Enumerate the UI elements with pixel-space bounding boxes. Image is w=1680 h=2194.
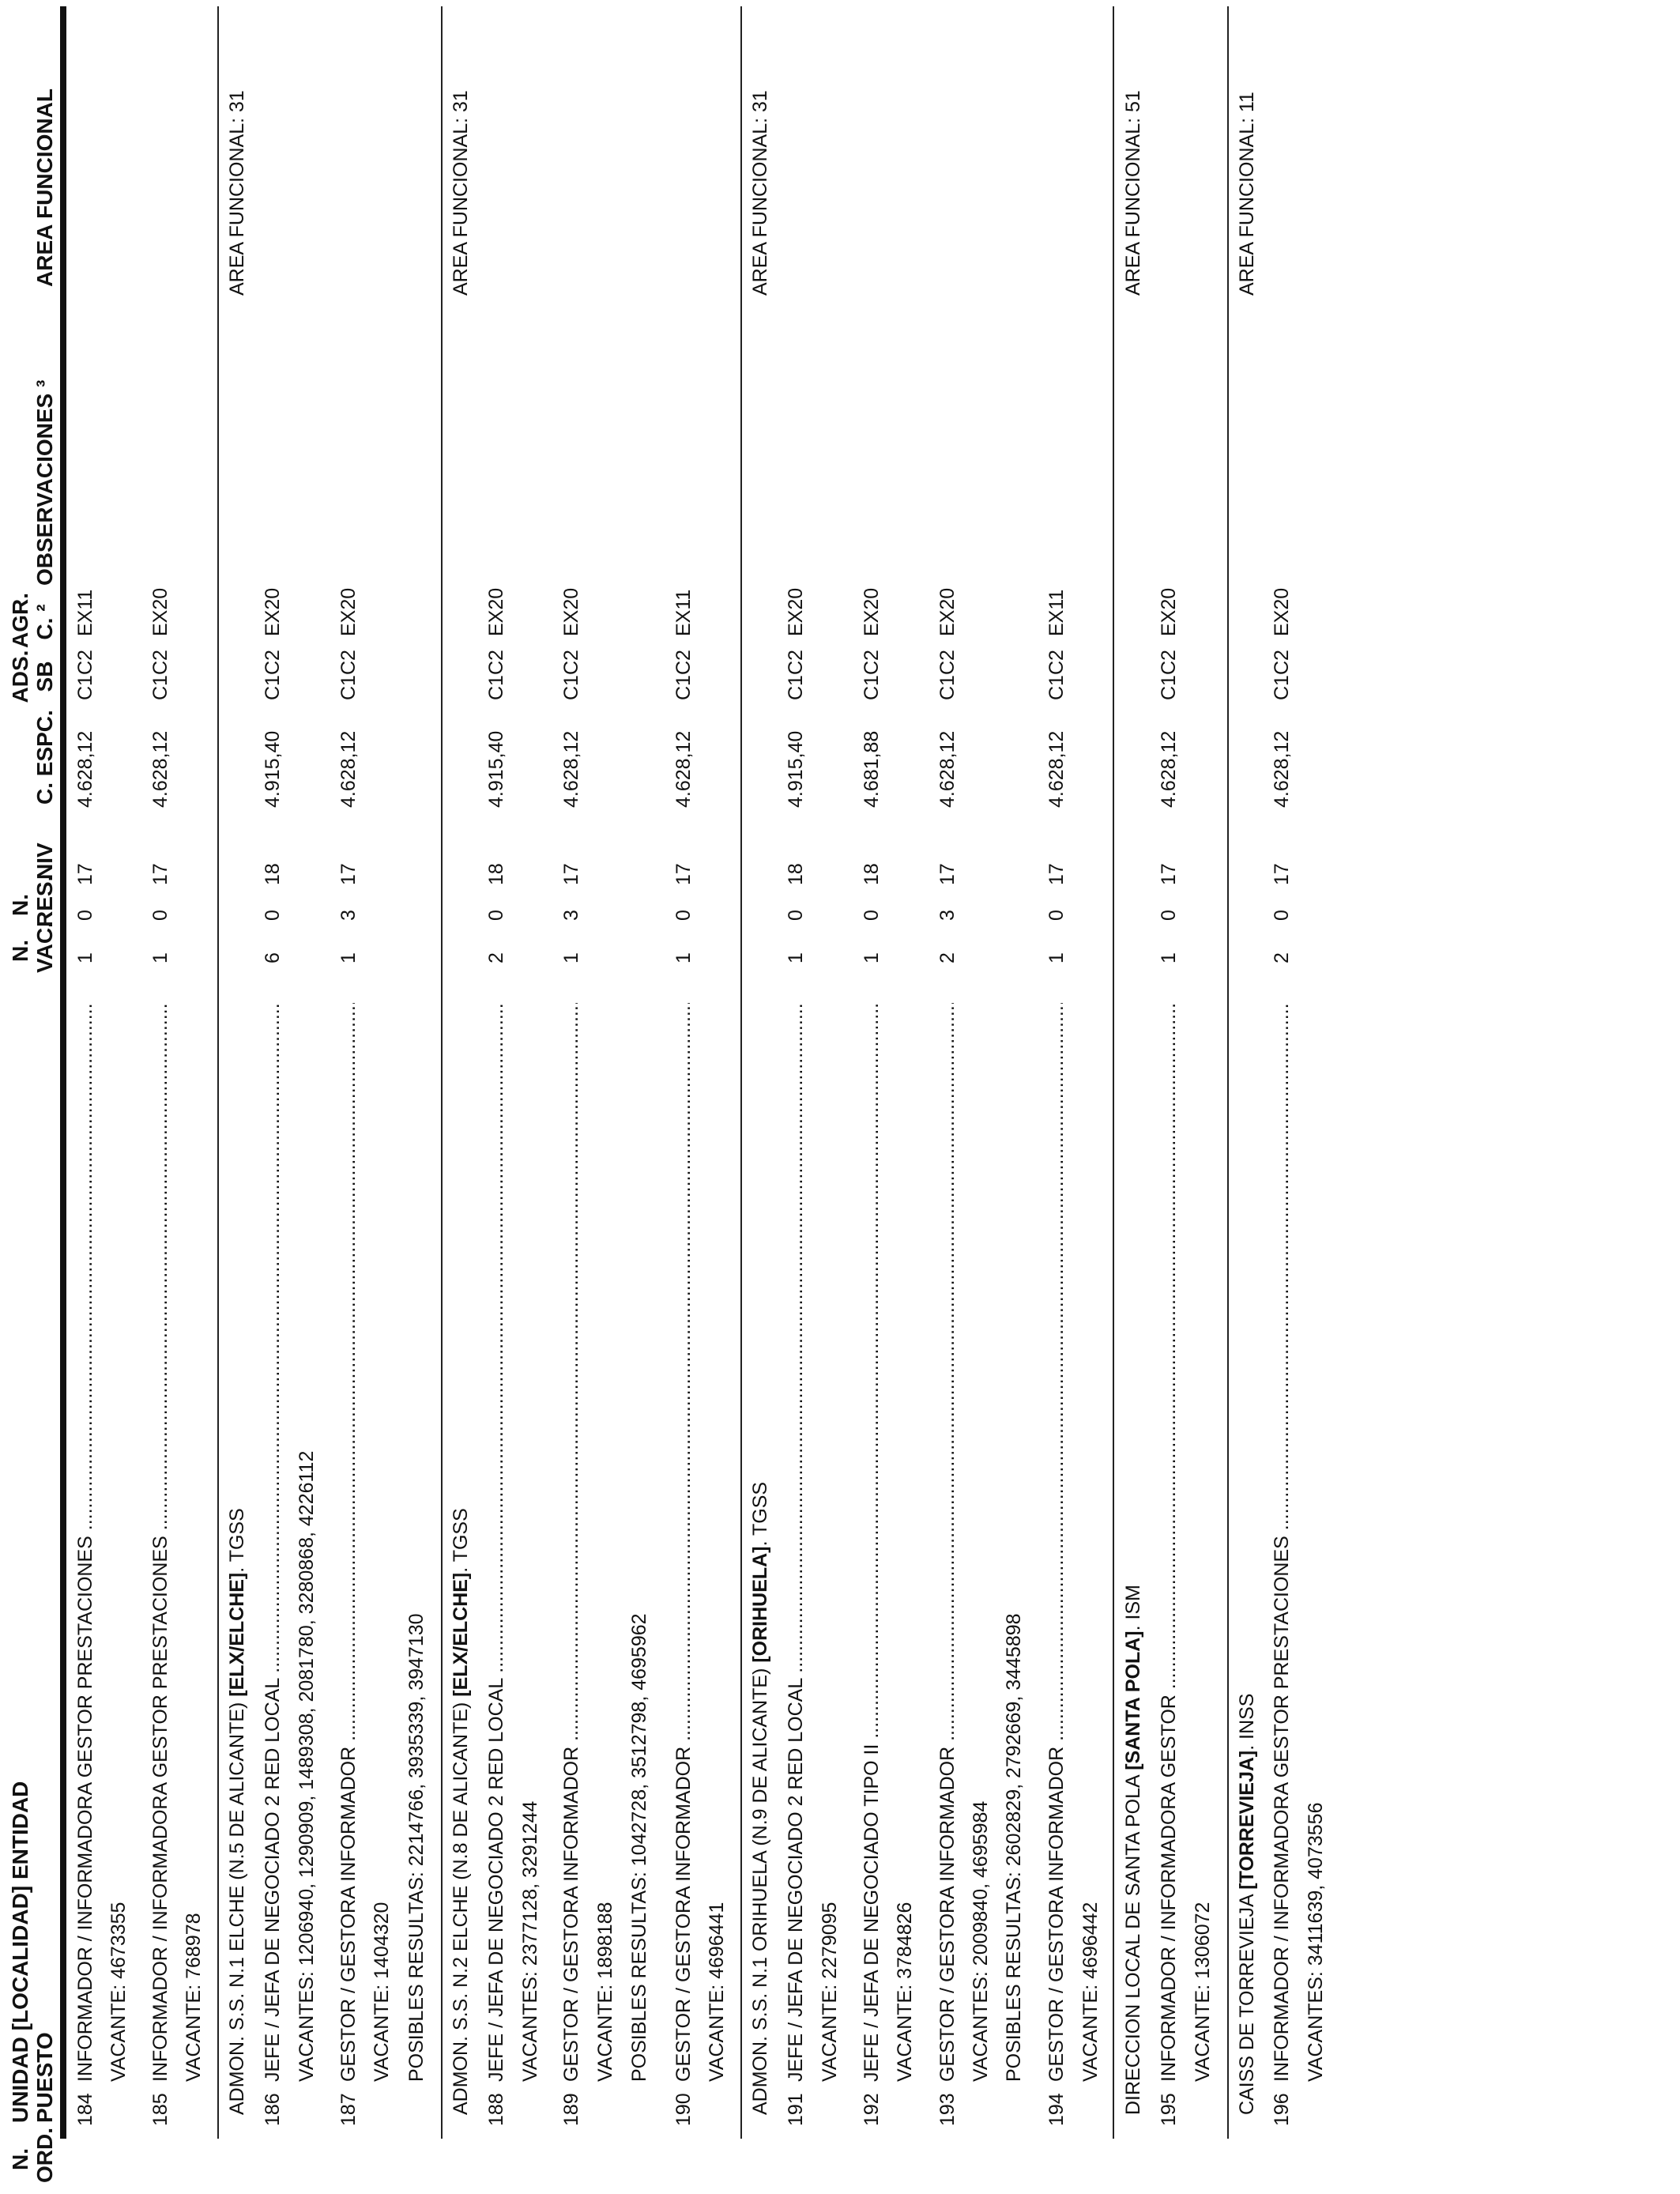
level: 17 [672, 863, 695, 885]
area-funcional: AREA FUNCIONAL: 31 [226, 90, 248, 296]
vacancy-detail: VACANTE: 4673355 [107, 1902, 130, 2082]
unit-heading [445, 1508, 477, 2115]
specific-complement: 4.628,12 [1045, 730, 1068, 808]
detail-row [701, 0, 733, 2194]
table-row [1266, 0, 1298, 2194]
vacancy-detail: VACANTES: 2009840, 4695984 [970, 1800, 992, 2082]
area-funcional: AREA FUNCIONAL: 31 [450, 90, 472, 296]
resultas-count: 0 [1271, 910, 1293, 921]
unit-name: DIRECCION LOCAL DE SANTA POLA [1122, 1770, 1144, 2115]
specific-complement: 4.628,12 [936, 730, 959, 808]
unit-entity: . ISM [1122, 1585, 1144, 1631]
ads-sb: C1C2 [149, 650, 171, 700]
detail-row [889, 0, 921, 2194]
agr-c: EX20 [936, 587, 959, 636]
unit-heading [744, 1482, 776, 2115]
level: 18 [785, 863, 807, 885]
detail-row [366, 0, 397, 2194]
unit-locality: [ORIHUELA] [749, 1546, 771, 1663]
table-row [856, 0, 887, 2194]
level: 17 [149, 863, 171, 885]
ads-sb: C1C2 [485, 650, 507, 700]
table-row [1153, 0, 1185, 2194]
position-name: INFORMADOR / INFORMADORA GESTOR PRESTACIONES ..... [1266, 1003, 1298, 2082]
detail-row [178, 0, 209, 2194]
level: 17 [1045, 863, 1068, 885]
vacancies-count: 1 [560, 952, 582, 963]
unit-heading [221, 1508, 253, 2115]
detail-row [998, 0, 1030, 2194]
unit-heading [1117, 1585, 1149, 2115]
header-vac-line2: VAC. [32, 922, 57, 973]
position-name: GESTOR / GESTORA INFORMADOR ..... [556, 1003, 587, 2082]
unit-locality: [TORREVIEJA] [1236, 1750, 1258, 1890]
detail-row [1300, 0, 1332, 2194]
vacancy-detail: POSIBLES RESULTAS: 2602829, 2792669, 3445898 [1003, 1613, 1025, 2082]
order-number: 193 [936, 2093, 959, 2126]
order-number: 194 [1045, 2093, 1068, 2126]
specific-complement: 4.628,12 [1158, 730, 1180, 808]
header-area-funcional: AREA FUNCIONAL [32, 89, 57, 287]
unit-heading-row [1231, 0, 1263, 2194]
position-name: GESTOR / GESTORA INFORMADOR ..... [333, 1003, 364, 2082]
header-res-line2: RES. [32, 875, 57, 927]
detail-row [623, 0, 655, 2194]
order-number: 196 [1271, 2093, 1293, 2126]
table-row [145, 0, 176, 2194]
agr-c: EX20 [560, 587, 582, 636]
vacancies-count: 2 [1271, 952, 1293, 963]
vacancies-count: 2 [485, 952, 507, 963]
order-number: 192 [861, 2093, 883, 2126]
vacancy-detail: VACANTE: 3784826 [894, 1902, 916, 2082]
vacancy-detail: VACANTE: 1404320 [371, 1902, 393, 2082]
ads-sb: C1C2 [337, 650, 360, 700]
specific-complement: 4.628,12 [149, 730, 171, 808]
vacancy-detail: VACANTES: 3411639, 4073556 [1305, 1802, 1327, 2082]
resultas-count: 0 [149, 910, 171, 921]
level: 17 [1271, 863, 1293, 885]
order-number: 184 [74, 2093, 96, 2126]
header-unidad [8, 1781, 57, 2123]
vacancies-count: 2 [936, 952, 959, 963]
resultas-count: 0 [1045, 910, 1068, 921]
order-number: 187 [337, 2093, 360, 2126]
ads-sb: C1C2 [560, 650, 582, 700]
table-row [257, 0, 288, 2194]
agr-c: EX20 [1271, 587, 1293, 636]
unit-name: ADMON. S.S. N.1 ELCHE (N.5 DE ALICANTE) [226, 1696, 248, 2115]
order-number: 188 [485, 2093, 507, 2126]
vacancies-count: 1 [785, 952, 807, 963]
vacancy-detail: VACANTE: 1306072 [1192, 1902, 1214, 2082]
table-row [480, 0, 512, 2194]
header-observaciones: OBSERVACIONES ³ [32, 379, 57, 586]
vacancy-detail: VACANTE: 4696441 [706, 1902, 728, 2082]
area-funcional: AREA FUNCIONAL: 31 [749, 90, 771, 296]
table-row [70, 0, 101, 2194]
level: 18 [262, 863, 284, 885]
vacancies-count: 1 [74, 952, 96, 963]
ads-sb: C1C2 [74, 650, 96, 700]
vacancy-detail: VACANTES: 1206940, 1290909, 1489308, 2081780, 3280868, 4226112 [296, 1450, 318, 2082]
ads-sb: C1C2 [936, 650, 959, 700]
agr-c: EX11 [74, 589, 96, 636]
header-res-line1: N. [8, 894, 32, 916]
specific-complement: 4.628,12 [337, 730, 360, 808]
vacancy-detail: VACANTES: 2377128, 3291244 [519, 1800, 541, 2082]
agr-c: EX20 [861, 587, 883, 636]
resultas-count: 3 [337, 910, 360, 921]
agr-c: EX20 [785, 587, 807, 636]
position-name: INFORMADOR / INFORMADORA GESTOR PRESTACIONES ..... [70, 1003, 101, 2082]
position-name: GESTOR / GESTORA INFORMADOR ..... [668, 1003, 699, 2082]
vacancies-count: 1 [337, 952, 360, 963]
detail-row [401, 0, 432, 2194]
ads-sb: C1C2 [1158, 650, 1180, 700]
table-header [0, 0, 60, 2194]
unit-locality: [SANTA POLA] [1122, 1630, 1144, 1770]
unit-name: ADMON. S.S. N.1 ORIHUELA (N.9 DE ALICANTE) [749, 1662, 771, 2115]
level: 17 [337, 863, 360, 885]
level: 17 [74, 863, 96, 885]
agr-c: EX20 [149, 587, 171, 636]
header-unidad-line1: UNIDAD [LOCALIDAD] ENTIDAD [8, 1781, 32, 2123]
resultas-count: 0 [262, 910, 284, 921]
group-divider [217, 6, 219, 2139]
position-name: JEFE / JEFA DE NEGOCIADO 2 RED LOCAL ..... [257, 1003, 288, 2082]
unit-entity: . TGSS [749, 1481, 771, 1547]
table-row [668, 0, 699, 2194]
agr-c: EX20 [1158, 587, 1180, 636]
position-name: JEFE / JEFA DE NEGOCIADO 2 RED LOCAL ..... [780, 1003, 812, 2082]
detail-row [965, 0, 996, 2194]
agr-c: EX20 [485, 587, 507, 636]
header-vac [8, 922, 57, 973]
vacancy-detail: VACANTE: 768978 [183, 1913, 205, 2082]
group-divider [1227, 6, 1229, 2139]
unit-locality: [ELX/ELCHE] [226, 1572, 248, 1697]
ads-sb: C1C2 [861, 650, 883, 700]
order-number: 191 [785, 2093, 807, 2126]
unit-name: ADMON. S.S. N.2 ELCHE (N.8 DE ALICANTE) [450, 1696, 472, 2115]
order-number: 189 [560, 2093, 582, 2126]
agr-c: EX11 [672, 589, 695, 636]
vacancy-detail: VACANTE: 2279095 [819, 1902, 841, 2082]
resultas-count: 0 [74, 910, 96, 921]
detail-row [1187, 0, 1219, 2194]
detail-row [590, 0, 621, 2194]
vacancy-detail: POSIBLES RESULTAS: 2214766, 3935339, 3947130 [405, 1613, 428, 2082]
vacancy-detail: VACANTE: 1898188 [594, 1902, 616, 2082]
detail-row [1075, 0, 1106, 2194]
vacancies-count: 1 [672, 952, 695, 963]
specific-complement: 4.628,12 [1271, 730, 1293, 808]
vacancies-count: 1 [1045, 952, 1068, 963]
position-name: JEFE / JEFA DE NEGOCIADO TIPO II ..... [856, 1003, 887, 2082]
specific-complement: 4.681,88 [861, 730, 883, 808]
vacancies-count: 6 [262, 952, 284, 963]
specific-complement: 4.628,12 [74, 730, 96, 808]
vacancy-detail: POSIBLES RESULTAS: 1042728, 3512798, 4695962 [628, 1613, 650, 2082]
level: 18 [485, 863, 507, 885]
vacancies-count: 1 [861, 952, 883, 963]
table-row [1041, 0, 1072, 2194]
unit-entity: . TGSS [226, 1508, 248, 1573]
header-niv: NIV [32, 843, 57, 880]
unit-entity: . INSS [1236, 1693, 1258, 1751]
agr-c: EX20 [262, 587, 284, 636]
resultas-count: 3 [936, 910, 959, 921]
agr-c: EX11 [1045, 589, 1068, 636]
header-ord [8, 2128, 57, 2183]
unit-heading [1231, 1694, 1263, 2115]
resultas-count: 0 [1158, 910, 1180, 921]
unit-locality: [ELX/ELCHE] [450, 1572, 472, 1697]
position-name: GESTOR / GESTORA INFORMADOR ..... [932, 1003, 963, 2082]
group-divider [441, 6, 443, 2139]
vacancies-count: 1 [1158, 952, 1180, 963]
specific-complement: 4.915,40 [485, 730, 507, 808]
level: 17 [560, 863, 582, 885]
specific-complement: 4.915,40 [262, 730, 284, 808]
unit-heading-row [221, 0, 253, 2194]
header-adsb-line2: SB [32, 661, 57, 692]
position-name: INFORMADOR / INFORMADORA GESTOR ..... [1153, 1003, 1185, 2082]
detail-row [291, 0, 322, 2194]
header-agr-line1: AGR. [8, 593, 32, 648]
ads-sb: C1C2 [672, 650, 695, 700]
resultas-count: 0 [485, 910, 507, 921]
header-agr-line2: C. ² [32, 604, 57, 640]
table-row [780, 0, 812, 2194]
ads-sb: C1C2 [1271, 650, 1293, 700]
level: 17 [1158, 863, 1180, 885]
ads-sb: C1C2 [262, 650, 284, 700]
header-rule [60, 6, 66, 2139]
header-espc: C. ESPC. [32, 710, 57, 805]
resultas-count: 0 [785, 910, 807, 921]
position-name: JEFE / JEFA DE NEGOCIADO 2 RED LOCAL ..... [480, 1003, 512, 2082]
resultas-count: 0 [861, 910, 883, 921]
table-row [333, 0, 364, 2194]
detail-row [514, 0, 546, 2194]
table-row [556, 0, 587, 2194]
vacancies-count: 1 [149, 952, 171, 963]
unit-heading-row [1117, 0, 1149, 2194]
level: 18 [861, 863, 883, 885]
order-number: 195 [1158, 2093, 1180, 2126]
area-funcional: AREA FUNCIONAL: 11 [1236, 92, 1258, 296]
specific-complement: 4.628,12 [560, 730, 582, 808]
group-divider [1113, 6, 1114, 2139]
header-ord-line2: ORD. [32, 2128, 57, 2183]
header-unidad-line2: PUESTO [32, 2032, 57, 2123]
order-number: 186 [262, 2093, 284, 2126]
header-agr [8, 593, 57, 648]
group-divider [740, 6, 742, 2139]
header-res [8, 875, 57, 927]
level: 17 [936, 863, 959, 885]
ads-sb: C1C2 [785, 650, 807, 700]
resultas-count: 0 [672, 910, 695, 921]
header-adsb [8, 648, 57, 705]
header-adsb-line1: ADS. [8, 650, 32, 703]
unit-heading-row [445, 0, 477, 2194]
detail-row [814, 0, 846, 2194]
order-number: 190 [672, 2093, 695, 2126]
vacancy-detail: VACANTE: 4696442 [1079, 1902, 1102, 2082]
area-funcional: AREA FUNCIONAL: 51 [1122, 90, 1144, 296]
specific-complement: 4.915,40 [785, 730, 807, 808]
detail-row [103, 0, 134, 2194]
unit-name: CAISS DE TORREVIEJA [1236, 1889, 1258, 2115]
position-name: GESTOR / GESTORA INFORMADOR ..... [1041, 1003, 1072, 2082]
table-row [932, 0, 963, 2194]
order-number: 185 [149, 2093, 171, 2126]
ads-sb: C1C2 [1045, 650, 1068, 700]
resultas-count: 3 [560, 910, 582, 921]
header-vac-line1: N. [8, 940, 32, 962]
agr-c: EX20 [337, 587, 360, 636]
unit-entity: . TGSS [450, 1508, 472, 1573]
position-name: INFORMADOR / INFORMADORA GESTOR PRESTACIONES ..... [145, 1003, 176, 2082]
unit-heading-row [744, 0, 776, 2194]
specific-complement: 4.628,12 [672, 730, 695, 808]
header-ord-line1: N. [8, 2148, 32, 2170]
